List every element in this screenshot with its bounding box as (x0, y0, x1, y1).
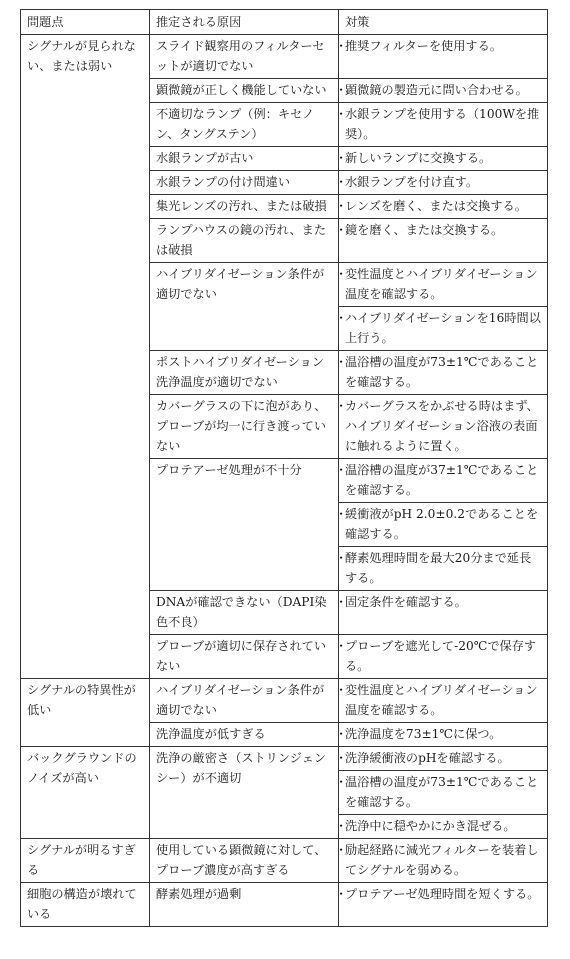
solution-cell: ・ 顕微鏡の製造元に問い合わせる。 (339, 79, 548, 103)
cause-cell: 酵素処理が過剰 (150, 883, 339, 927)
cause-cell: ハイブリダイゼーション条件が適切でない (150, 263, 339, 351)
troubleshooting-table (20, 9, 548, 927)
solution-cell: ・ 洗浄中に穏やかにかき混ぜる。 (339, 815, 548, 839)
solution-cell: ・ 洗浄温度を73±1℃に保つ。 (339, 723, 548, 747)
table-row (21, 35, 548, 79)
solution-cell: ・ 温浴槽の温度が73±1℃であることを確認する。 (339, 351, 548, 395)
cause-cell: 不適切なランプ（例：キセノン、タングステン） (150, 103, 339, 147)
cause-cell: ハイブリダイゼーション条件が適切でない (150, 679, 339, 723)
cause-cell: DNAが確認できない（DAPI染色不良） (150, 591, 339, 635)
cause-cell: ランプハウスの鏡の汚れ、または破損 (150, 219, 339, 263)
cause-cell: ポストハイブリダイゼーション洗浄温度が適切でない (150, 351, 339, 395)
solution-cell: ・ 新しいランプに交換する。 (339, 147, 548, 171)
cause-cell: 洗浄温度が低すぎる (150, 723, 339, 747)
problem-cell: 細胞の構造が壊れている (21, 883, 150, 927)
solution-cell: ・ 温浴槽の温度が73±1℃であることを確認する。 (339, 771, 548, 815)
solution-cell: ・ プローブを遮光して-20℃で保存する。 (339, 635, 548, 679)
solution-cell: ・ 変性温度とハイブリダイゼーション温度を確認する。 (339, 679, 548, 723)
cause-cell: プロテアーゼ処理が不十分 (150, 459, 339, 591)
solution-cell: ・ 緩衝液がpH 2.0±0.2であることを確認する。 (339, 503, 548, 547)
solution-cell: ・ 酵素処理時間を最大20分まで延長する。 (339, 547, 548, 591)
table-row (21, 839, 548, 883)
header-solution: 対策 (339, 10, 548, 35)
solution-cell: ・ カバーグラスをかぶせる時はまず、ハイブリダイゼーション浴液の表面に触れるように置く。 (339, 395, 548, 459)
header-cause: 推定される原因 (150, 10, 339, 35)
cause-cell: 水銀ランプの付け間違い (150, 171, 339, 195)
solution-cell: ・ レンズを磨く、または交換する。 (339, 195, 548, 219)
header-row (21, 10, 548, 35)
cause-cell: スライド観察用のフィルターセットが適切でない (150, 35, 339, 79)
solution-cell: ・ プロテアーゼ処理時間を短くする。 (339, 883, 548, 927)
table-row (21, 747, 548, 771)
solution-cell: ・ 変性温度とハイブリダイゼーション温度を確認する。 (339, 263, 548, 307)
problem-cell: バックグラウンドのノイズが高い (21, 747, 150, 839)
solution-cell: ・ 洗浄緩衝液のpHを確認する。 (339, 747, 548, 771)
solution-cell: ・ 推奨フィルターを使用する。 (339, 35, 548, 79)
cause-cell: プローブが適切に保存されていない (150, 635, 339, 679)
solution-cell: ・ 水銀ランプを使用する（100Wを推奨）。 (339, 103, 548, 147)
problem-cell: シグナルが明るすぎる (21, 839, 150, 883)
problem-cell: シグナルが見られない、または弱い (21, 35, 150, 679)
cause-cell: 洗浄の厳密さ（ストリンジェンシー）が不適切 (150, 747, 339, 839)
cause-cell: 使用している顕微鏡に対して、プローブ濃度が高すぎる (150, 839, 339, 883)
header-problem: 問題点 (21, 10, 150, 35)
solution-cell: ・ 固定条件を確認する。 (339, 591, 548, 635)
solution-cell: ・ 水銀ランプを付け直す。 (339, 171, 548, 195)
table-row (21, 679, 548, 723)
solution-cell: ・ 鏡を磨く、または交換する。 (339, 219, 548, 263)
solution-cell: ・ 励起経路に減光フィルターを装着してシグナルを弱める。 (339, 839, 548, 883)
cause-cell: 水銀ランプが古い (150, 147, 339, 171)
cause-cell: 顕微鏡が正しく機能していない (150, 79, 339, 103)
table-body (21, 35, 548, 927)
solution-cell: ・ ハイブリダイゼーションを16時間以上行う。 (339, 307, 548, 351)
solution-cell: ・ 温浴槽の温度が37±1℃であることを確認する。 (339, 459, 548, 503)
table-row (21, 883, 548, 927)
cause-cell: カバーグラスの下に泡があり、プローブが均一に行き渡っていない (150, 395, 339, 459)
cause-cell: 集光レンズの汚れ、または破損 (150, 195, 339, 219)
problem-cell: シグナルの特異性が低い (21, 679, 150, 747)
